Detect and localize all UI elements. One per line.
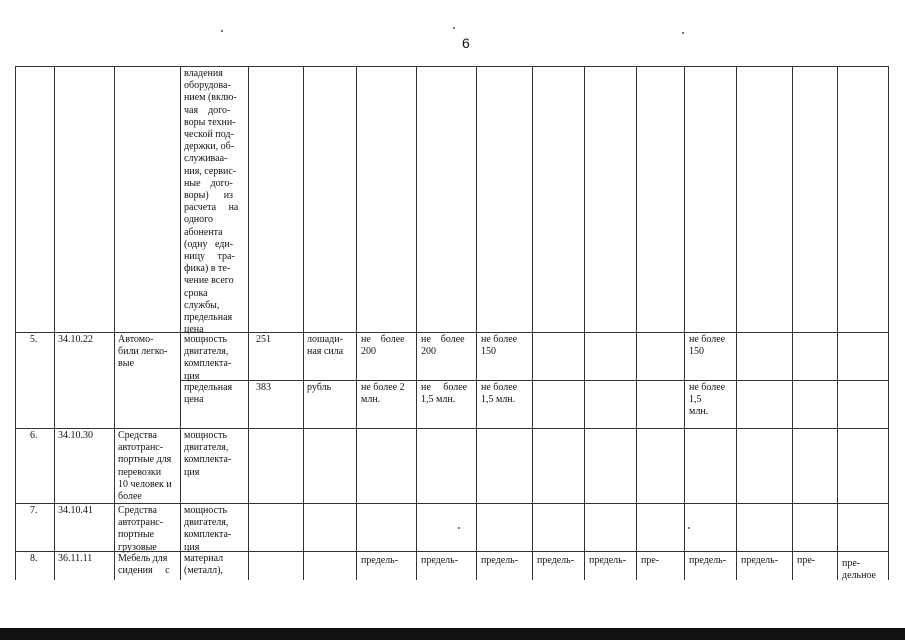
- table-cell-characteristic: владения оборудова- нием (вклю- чая дого- воры техни- ческой под- держки, об- служиваа- ния, сервис- ные дого- воры) из расчета на одного абонента (одну еди- ницу тра- фика) в те- чение всего срока службы, предельная цена: [184, 68, 239, 336]
- table-cell-value: пре-: [641, 555, 660, 566]
- table-cell-okei-code: 383: [256, 382, 271, 393]
- table-cell-value: не более 200: [421, 334, 465, 358]
- table-cell-value: не более 2 млн.: [361, 382, 405, 406]
- scan-speck: [458, 527, 460, 529]
- table-cell-value: предель-: [589, 555, 627, 566]
- table-cell-okpd-code: 34.10.30: [58, 430, 93, 441]
- table-cell-okpd-code: 36.11.11: [58, 553, 93, 564]
- table-cell-number: 5.: [30, 334, 38, 345]
- page-number: 6: [462, 35, 470, 51]
- table-cell-number: 8.: [30, 553, 38, 564]
- table-cell-value: не более 1,5 млн.: [481, 382, 518, 406]
- table-cell-number: 7.: [30, 505, 38, 516]
- table-cell-value: предель-: [689, 555, 727, 566]
- table-cell-name: Мебель для сидения с: [118, 553, 170, 577]
- table-cell-name: Средства автотранс- портные для перевозки 10 человек и более: [118, 430, 172, 503]
- table-cell-unit: лошади- ная сила: [307, 334, 344, 358]
- table-cell-value: предель-: [481, 555, 519, 566]
- table-cell-value: пре- дельное: [842, 558, 876, 582]
- scan-speck: [453, 27, 455, 29]
- scan-bottom-edge: [0, 628, 905, 640]
- table-cell-characteristic: предельная цена: [184, 382, 233, 406]
- table-cell-value: предель-: [361, 555, 399, 566]
- scan-speck: [682, 32, 684, 34]
- table-cell-value: не более 1,5 млн.: [421, 382, 468, 406]
- table-cell-value: предель-: [421, 555, 459, 566]
- table-cell-name: Автомо- били легко- вые: [118, 334, 168, 370]
- table-cell-characteristic: мощность двигателя, комплекта- ция: [184, 430, 232, 478]
- table-cell-okei-code: 251: [256, 334, 271, 345]
- scan-speck: [221, 30, 223, 32]
- table-cell-characteristic: мощность двигателя, комплекта- ция: [184, 505, 232, 553]
- table-cell-value: предель-: [741, 555, 779, 566]
- table-cell-characteristic: материал (металл),: [184, 553, 224, 577]
- table-cell-value: не более 200: [361, 334, 405, 358]
- table-cell-characteristic: мощность двигателя, комплекта- ция: [184, 334, 232, 382]
- table-cell-value: не более 150: [689, 334, 726, 358]
- table-cell-number: 6.: [30, 430, 38, 441]
- table-cell-unit: рубль: [307, 382, 332, 393]
- table-cell-okpd-code: 34.10.41: [58, 505, 93, 516]
- scan-speck: [688, 527, 690, 529]
- table-cell-value: пре-: [797, 555, 816, 566]
- table-cell-value: предель-: [537, 555, 575, 566]
- table-cell-okpd-code: 34.10.22: [58, 334, 93, 345]
- table-cell-name: Средства автотранс- портные грузовые: [118, 505, 164, 553]
- table-cell-value: не более 150: [481, 334, 518, 358]
- table-cell-value: не более 1,5 млн.: [689, 382, 726, 418]
